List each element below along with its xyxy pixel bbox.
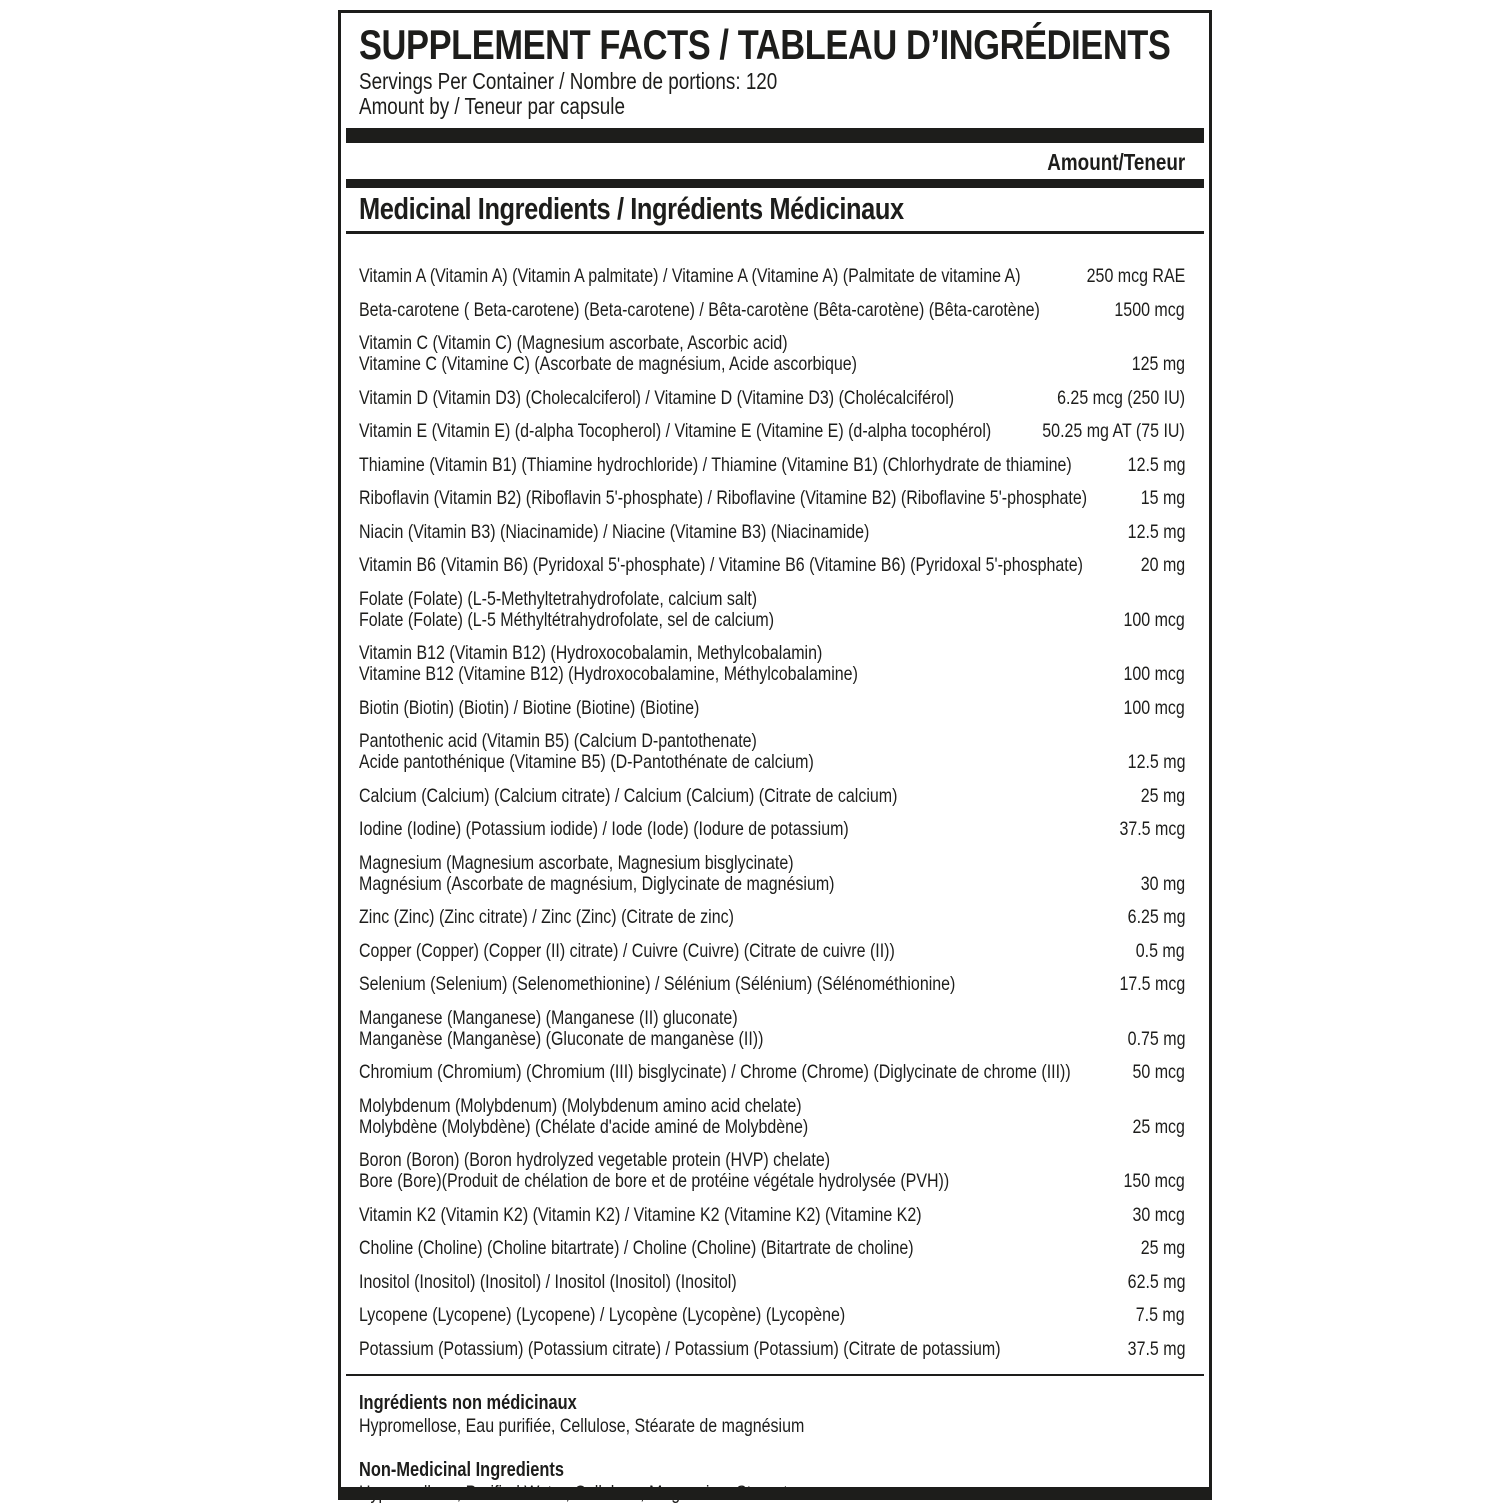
ingredient-name-text: Vitamin B6 (Vitamin B6) (Pyridoxal 5'-phosphate) / Vitamine B6 (Vitamine B6) (Pyridoxal 5'-phosphate) [359,554,1083,576]
table-row [359,786,1185,807]
ingredient-name-line [359,1171,1102,1192]
ingredient-name-cell [359,1008,1107,1050]
ingredient-name-cell [359,1305,1117,1326]
ingredient-name-line [359,1305,1117,1326]
table-row [359,388,1185,409]
table-row [359,589,1185,631]
supplement-facts-label [338,10,1212,1500]
label-title-text: SUPPLEMENT FACTS / TABLEAU D’INGRÉDIENTS [359,21,1171,68]
amount-column-header: Amount/Teneur [1047,149,1185,175]
table-row [359,421,1185,442]
table-row [359,333,1185,375]
ingredient-name-line [359,1029,1107,1050]
ingredient-name-line [359,421,1003,442]
ingredient-amount-text: 6.25 mcg (250 IU) [1057,386,1185,409]
ingredient-name-line [359,643,1102,664]
ingredient-name-line [359,752,1107,773]
ingredient-amount-text: 25 mg [1140,1237,1185,1259]
ingredient-name-cell [359,853,1123,895]
table-row [359,907,1185,928]
ingredient-name-line [359,522,1107,543]
ingredient-name-text: Molybdène (Molybdène) (Chélate d'acide aminé de Molybdène) [359,1115,809,1138]
ingredient-amount [1115,1272,1185,1293]
ingredient-amount-text: 17.5 mcg [1119,973,1185,995]
ingredient-name-cell [359,974,1097,995]
ingredient-amount [1131,555,1185,576]
ingredient-name-text: Vitamine C (Vitamine C) (Ascorbate de magnésium, Acide ascorbique) [359,353,857,375]
ingredient-amount-text: 62.5 mg [1127,1270,1185,1293]
ingredient-name-line [359,266,1057,287]
ingredient-name-line [359,300,1091,321]
ingredient-amount-text: 100 mcg [1123,608,1185,631]
amount-by-line: Amount by / Teneur par capsule [359,93,625,119]
ingredient-amount-text: 37.5 mcg [1119,818,1185,840]
ingredient-amount [1131,874,1185,895]
table-row [359,1150,1185,1192]
ingredient-name-text: Vitamin B12 (Vitamin B12) (Hydroxocobalamin, Methylcobalamin) [359,642,823,664]
ingredient-amount [1099,300,1185,321]
table-row [359,853,1185,895]
ingredient-name-line [359,1117,1113,1138]
ingredient-name-text: Potassium (Potassium) (Potassium citrate) / Potassium (Potassium) (Citrate de potassium) [359,1337,1001,1360]
ingredient-amount-text: 30 mcg [1132,1203,1185,1226]
ingredient-name-cell [359,907,1107,928]
ingredient-amount [1110,698,1185,719]
table-row [359,1305,1185,1326]
divider-bar-thick [346,128,1204,143]
ingredient-name-line [359,589,1102,610]
ingredient-amount-text: 7.5 mg [1136,1304,1185,1326]
table-row [359,455,1185,476]
ingredient-name-line [359,1096,1113,1117]
ingredient-name-cell [359,1205,1113,1226]
ingredient-name-text: Folate (Folate) (L-5 Méthyltétrahydrofolate, sel de calcium) [359,608,775,631]
ingredient-amount [1065,266,1185,287]
table-row [359,522,1185,543]
ingredient-name-cell [359,1062,1113,1083]
ingredient-name-line [359,974,1097,995]
ingredient-amount [1121,1117,1185,1138]
ingredient-name-line [359,907,1107,928]
ingredient-amount [1131,786,1185,807]
ingredient-amount [1105,819,1185,840]
table-row [359,488,1185,509]
ingredient-name-text: Acide pantothénique (Vitamine B5) (D-Pantothénate de calcium) [359,751,814,773]
ingredient-name-line [359,1272,1107,1293]
ingredient-amount-text: 250 mcg RAE [1086,265,1185,287]
ingredient-name-line [359,731,1107,752]
ingredient-amount-text: 12.5 mg [1127,520,1185,543]
ingredient-amount-text: 50.25 mg AT (75 IU) [1042,420,1185,442]
ingredient-name-text: Niacin (Vitamin B3) (Niacinamide) / Niacine (Vitamine B3) (Niacinamide) [359,520,870,543]
ingredient-amount [1131,1238,1185,1259]
ingredient-name-text: Vitamin C (Vitamin C) (Magnesium ascorbate, Ascorbic acid) [359,332,788,354]
ingredient-name-line [359,698,1102,719]
ingredient-name-cell [359,555,1123,576]
bottom-bar [338,1487,1212,1500]
ingredient-name-cell [359,333,1112,375]
ingredient-amount [1029,388,1185,409]
ingredient-name-line [359,941,1117,962]
table-row [359,731,1185,773]
ingredient-name-line [359,455,1107,476]
ingredient-name-cell [359,488,1123,509]
ingredient-name-cell [359,1272,1107,1293]
table-row [359,1008,1185,1050]
ingredient-name-line [359,610,1102,631]
ingredient-amount [1011,421,1185,442]
ingredients-table [341,266,1209,1360]
ingredient-amount [1105,974,1185,995]
ingredient-name-cell [359,1150,1102,1192]
ingredient-name-text: Magnesium (Magnesium ascorbate, Magnesium bisglycinate) [359,851,794,874]
ingredient-name-line [359,874,1123,895]
table-row [359,555,1185,576]
ingredient-amount-text: 125 mg [1131,353,1185,375]
ingredient-name-text: Vitamin D (Vitamin D3) (Cholecalciferol) / Vitamine D (Vitamine D3) (Cholécalciférol) [359,386,955,409]
ingredient-amount-text: 37.5 mg [1127,1337,1185,1360]
ingredient-name-cell [359,786,1123,807]
ingredient-amount-text: 25 mcg [1132,1115,1185,1138]
ingredient-name-cell [359,522,1107,543]
ingredient-amount [1110,1171,1185,1192]
ingredient-name-cell [359,300,1091,321]
ingredient-amount [1115,1029,1185,1050]
ingredient-name-text: Pantothenic acid (Vitamin B5) (Calcium D-pantothenate) [359,730,757,752]
ingredient-amount-text: 150 mcg [1123,1170,1185,1192]
ingredient-name-line [359,555,1123,576]
ingredient-amount [1115,752,1185,773]
ingredient-amount [1115,1339,1185,1360]
ingredient-name-text: Calcium (Calcium) (Calcium citrate) / Calcium (Calcium) (Citrate de calcium) [359,784,898,807]
ingredient-name-cell [359,421,1003,442]
ingredient-amount [1121,1062,1185,1083]
ingredient-name-line [359,1205,1113,1226]
ingredient-amount-text: 6.25 mg [1127,906,1185,928]
ingredient-name-text: Chromium (Chromium) (Chromium (III) bisglycinate) / Chrome (Chrome) (Diglycinate de chrome (III)) [359,1061,1071,1083]
ingredient-name-cell [359,698,1102,719]
table-row [359,698,1185,719]
ingredient-name-text: Folate (Folate) (L-5-Methyltetrahydrofolate, calcium salt) [359,587,758,610]
table-row [359,941,1185,962]
ingredient-name-cell [359,643,1102,685]
ingredient-name-line [359,819,1097,840]
ingredient-amount [1115,455,1185,476]
ingredient-name-text: Zinc (Zinc) (Zinc citrate) / Zinc (Zinc) (Citrate de zinc) [359,906,734,928]
ingredient-amount [1115,522,1185,543]
table-row [359,974,1185,995]
ingredient-amount-text: 50 mcg [1132,1061,1185,1083]
ingredient-amount [1125,1305,1185,1326]
ingredient-name-text: Riboflavin (Vitamin B2) (Riboflavin 5'-phosphate) / Riboflavine (Vitamine B2) (Riboflavine 5'-phosphate) [359,487,1088,509]
table-row [359,1096,1185,1138]
table-row [359,1062,1185,1083]
ingredient-name-text: Vitamin E (Vitamin E) (d-alpha Tocopherol) / Vitamine E (Vitamine E) (d-alpha tocophérol) [359,420,992,442]
table-row [359,1205,1185,1226]
ingredient-name-cell [359,1096,1113,1138]
ingredient-name-text: Vitamine B12 (Vitamine B12) (Hydroxocobalamine, Méthylcobalamine) [359,663,858,685]
non-medicinal-list-fr: Hypromellose, Eau purifiée, Cellulose, Stéarate de magnésium [359,1414,805,1437]
label-title [359,23,1185,67]
ingredient-name-line [359,354,1112,375]
ingredient-name-text: Vitamin K2 (Vitamin K2) (Vitamin K2) / Vitamine K2 (Vitamine K2) (Vitamine K2) [359,1203,922,1226]
ingredient-amount [1120,354,1185,375]
ingredient-name-line [359,664,1102,685]
ingredient-name-text: Molybdenum (Molybdenum) (Molybdenum amino acid chelate) [359,1094,802,1117]
non-medicinal-heading-fr: Ingrédients non médicinaux [359,1391,577,1414]
ingredient-amount [1125,941,1185,962]
ingredient-name-text: Selenium (Selenium) (Selenomethionine) / Sélénium (Sélénium) (Sélénométhionine) [359,973,956,995]
ingredient-name-line [359,1150,1102,1171]
ingredient-name-cell [359,266,1057,287]
ingredient-name-text: Lycopene (Lycopene) (Lycopene) / Lycopène (Lycopène) (Lycopène) [359,1304,846,1326]
ingredient-amount [1121,1205,1185,1226]
ingredient-amount-text: 100 mcg [1123,663,1185,685]
ingredient-amount-text: 1500 mcg [1114,298,1185,321]
table-row [359,1272,1185,1293]
ingredient-name-line [359,1008,1107,1029]
non-medicinal-heading-en: Non-Medicinal Ingredients [359,1458,565,1481]
medicinal-header-underline [346,192,1204,234]
ingredient-name-text: Copper (Copper) (Copper (II) citrate) / Cuivre (Cuivre) (Citrate de cuivre (II)) [359,939,895,962]
ingredient-name-cell [359,1339,1107,1360]
ingredient-name-text: Iodine (Iodine) (Potassium iodide) / Iode (Iode) (Iodure de potassium) [359,818,849,840]
ingredient-name-line [359,488,1123,509]
ingredient-amount-text: 0.75 mg [1127,1027,1185,1050]
ingredient-name-line [359,1062,1113,1083]
non-medicinal-section-fr [341,1392,1209,1437]
ingredient-name-cell [359,589,1102,631]
ingredient-name-text: Biotin (Biotin) (Biotin) / Biotine (Biotine) (Biotine) [359,696,700,719]
medicinal-ingredients-header: Medicinal Ingredients / Ingrédients Médicinaux [359,191,904,226]
ingredient-name-line [359,333,1112,354]
ingredient-amount-text: 25 mg [1140,784,1185,807]
ingredient-name-text: Boron (Boron) (Boron hydrolyzed vegetable protein (HVP) chelate) [359,1149,831,1171]
ingredient-name-cell [359,1238,1123,1259]
ingredient-name-text: Magnésium (Ascorbate de magnésium, Diglycinate de magnésium) [359,872,835,895]
ingredient-name-line [359,786,1123,807]
ingredient-name-text: Bore (Bore)(Produit de chélation de bore et de protéine végétale hydrolysée (PVH)) [359,1170,950,1192]
ingredient-name-line [359,1339,1107,1360]
ingredient-amount-text: 12.5 mg [1127,453,1185,476]
ingredient-amount [1131,488,1185,509]
table-row [359,643,1185,685]
ingredient-name-cell [359,941,1117,962]
ingredient-amount [1110,610,1185,631]
ingredient-amount [1110,664,1185,685]
servings-per-container-line: Servings Per Container / Nombre de portions: 120 [359,68,778,94]
table-row [359,1238,1185,1259]
ingredient-name-text: Choline (Choline) (Choline bitartrate) / Choline (Choline) (Bitartrate de choline) [359,1237,914,1259]
ingredient-name-line [359,1238,1123,1259]
ingredient-name-cell [359,731,1107,773]
ingredient-name-text: Manganese (Manganese) (Manganese (II) gluconate) [359,1006,738,1029]
table-row [359,1339,1185,1360]
ingredient-name-text: Manganèse (Manganèse) (Gluconate de manganèse (II)) [359,1027,764,1050]
ingredient-amount-text: 30 mg [1140,872,1185,895]
ingredient-amount-text: 12.5 mg [1127,751,1185,773]
ingredient-amount-text: 15 mg [1140,487,1185,509]
table-row [359,300,1185,321]
non-medicinal-separator-line [346,1374,1204,1376]
ingredient-amount-text: 0.5 mg [1136,939,1185,962]
ingredient-amount-text: 100 mcg [1123,696,1185,719]
ingredient-name-line [359,853,1123,874]
ingredient-name-cell [359,819,1097,840]
ingredient-name-text: Thiamine (Vitamin B1) (Thiamine hydrochloride) / Thiamine (Vitamine B1) (Chlorhydrate de thiamine) [359,453,1072,476]
ingredient-name-text: Beta-carotene ( Beta-carotene) (Beta-carotene) / Bêta-carotène (Bêta-carotène) (Bêta-carotène) [359,298,1040,321]
ingredient-name-line [359,388,1021,409]
ingredient-name-cell [359,388,1021,409]
ingredient-name-text: Vitamin A (Vitamin A) (Vitamin A palmitate) / Vitamine A (Vitamine A) (Palmitate de vitamine A) [359,265,1021,287]
ingredient-name-cell [359,455,1107,476]
ingredient-amount [1115,907,1185,928]
table-row [359,266,1185,287]
ingredient-name-text: Inositol (Inositol) (Inositol) / Inositol (Inositol) (Inositol) [359,1270,737,1293]
table-row [359,819,1185,840]
divider-bar-medium [346,179,1204,188]
ingredient-amount-text: 20 mg [1140,554,1185,576]
